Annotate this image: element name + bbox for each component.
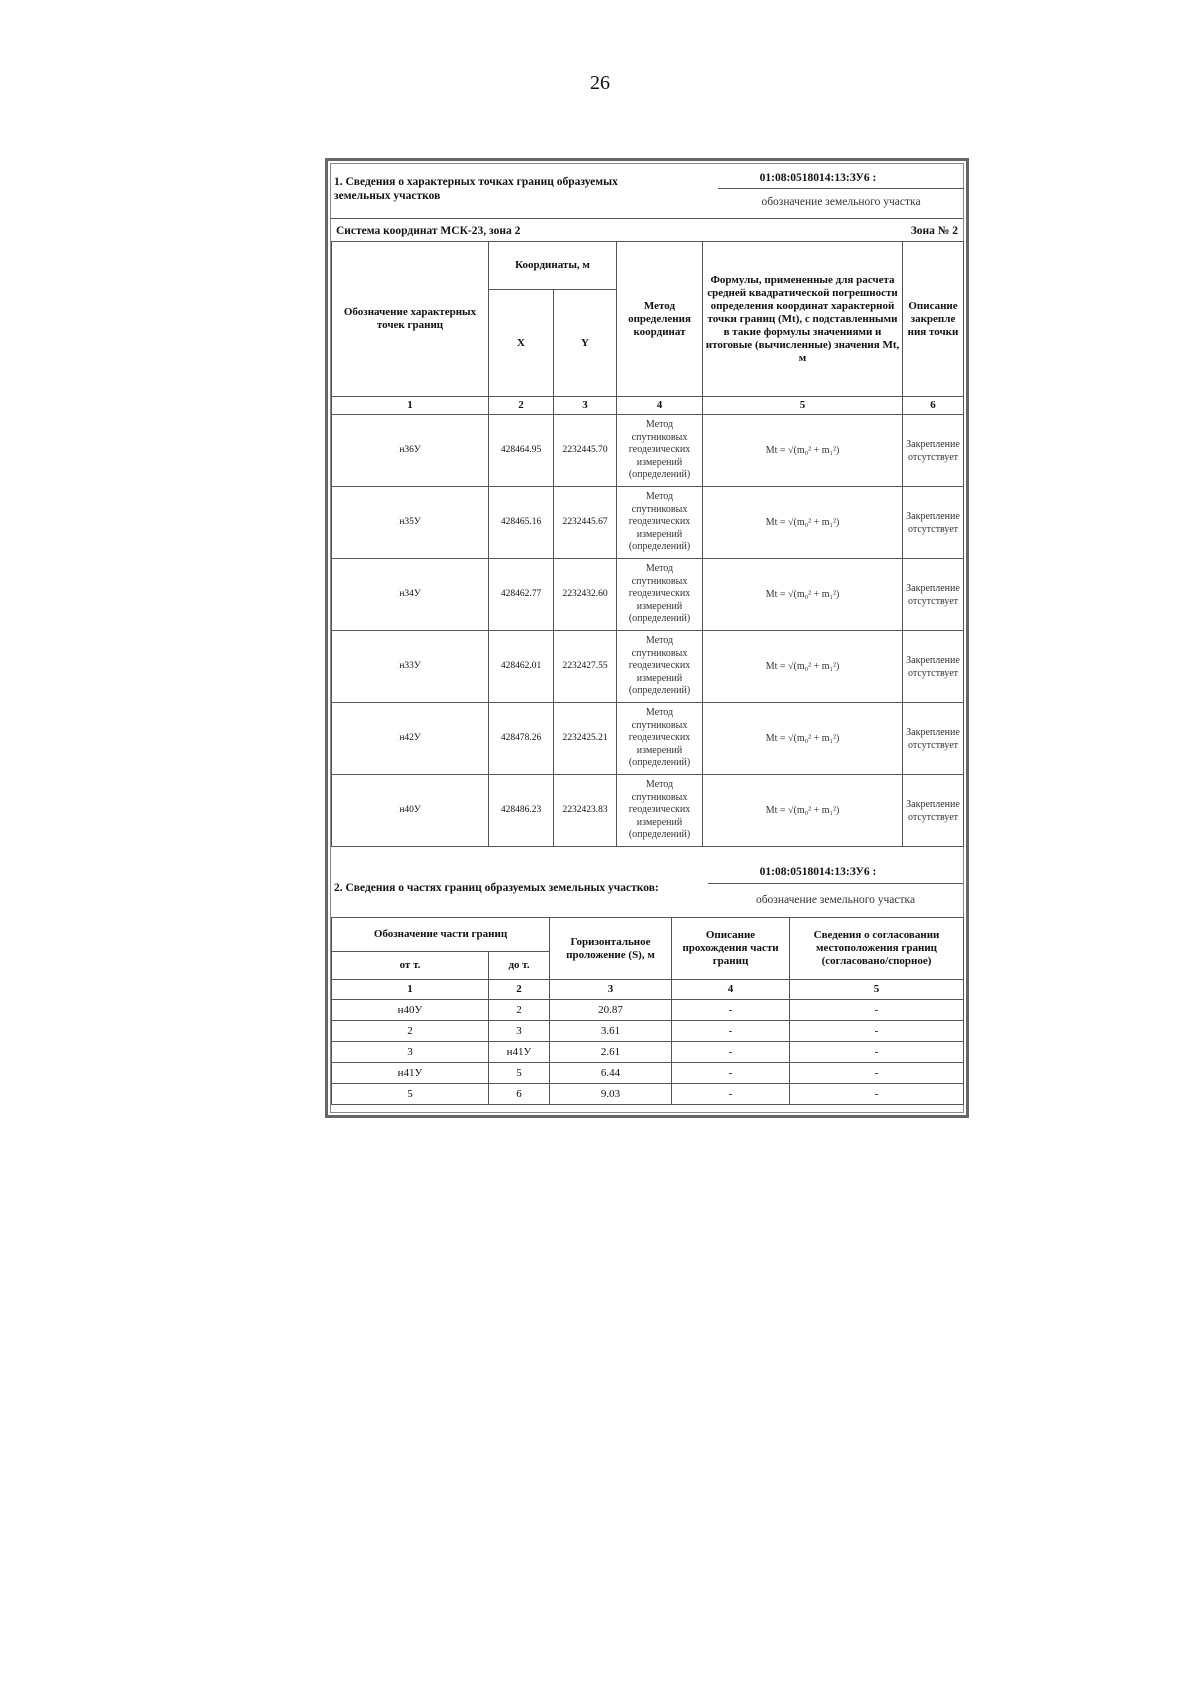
header-formulas: Формулы, примененные для расчета средней квадратической погрешности определения координат характерной точки границ (Mt), с подставленными в такие формулы значениями и итоговые (вычисленные) значения Mt, м (703, 242, 903, 397)
point-fixing: Закрепление отсутствует (903, 559, 964, 631)
point-method: Метод спутниковых геодезических измерений (определений) (617, 775, 703, 847)
col-number: 3 (554, 397, 617, 415)
col-number: 1 (332, 397, 489, 415)
col-number: 6 (903, 397, 964, 415)
header-method: Метод определения координат (617, 242, 703, 397)
point-y: 2232427.55 (554, 631, 617, 703)
header-x: X (489, 290, 554, 397)
part-description: - (672, 1063, 790, 1084)
table-row (332, 703, 964, 775)
part-agreement: - (790, 1021, 964, 1042)
col-number: 3 (550, 980, 672, 1000)
point-formula: Mt = √(m₀² + m₁²) (703, 415, 903, 487)
part-agreement: - (790, 1000, 964, 1021)
point-name: н40У (332, 775, 489, 847)
parts-table (331, 917, 964, 1105)
point-fixing: Закрепление отсутствует (903, 415, 964, 487)
coord-system: Система координат МСК-23, зона 2 (336, 225, 521, 237)
point-method: Метод спутниковых геодезических измерений (определений) (617, 631, 703, 703)
point-name: н42У (332, 703, 489, 775)
points-table (331, 241, 964, 847)
part-to: н41У (489, 1042, 550, 1063)
part-length: 2.61 (550, 1042, 672, 1063)
part-from: 2 (332, 1021, 489, 1042)
point-formula: Mt = √(m₀² + m₁²) (703, 703, 903, 775)
point-x: 428465.16 (489, 487, 554, 559)
point-y: 2232423.83 (554, 775, 617, 847)
table-row (332, 631, 964, 703)
point-fixing: Закрепление отсутствует (903, 487, 964, 559)
header-agreement: Сведения о согласовании местоположения границ (согласовано/спорное) (790, 918, 964, 980)
header-to: до т. (489, 952, 550, 980)
table-row (332, 559, 964, 631)
point-x: 428462.77 (489, 559, 554, 631)
header-designation: Обозначение характерных точек границ (332, 242, 489, 397)
zone-label: Зона № 2 (910, 225, 958, 237)
col-number: 4 (672, 980, 790, 1000)
part-from: 5 (332, 1084, 489, 1105)
part-description: - (672, 1084, 790, 1105)
part-agreement: - (790, 1063, 964, 1084)
point-y: 2232445.70 (554, 415, 617, 487)
part-length: 20.87 (550, 1000, 672, 1021)
point-name: н34У (332, 559, 489, 631)
point-method: Метод спутниковых геодезических измерений (определений) (617, 703, 703, 775)
point-y: 2232425.21 (554, 703, 617, 775)
table-row (332, 415, 964, 487)
header-horizontal: Горизонтальное проложение (S), м (550, 918, 672, 980)
page-number: 26 (590, 72, 610, 94)
section1-parcel-id: 01:08:0518014:13:ЗУ6 : (759, 172, 877, 184)
part-from: 3 (332, 1042, 489, 1063)
header-fixing: Описание закрепле ния точки (903, 242, 964, 397)
part-to: 3 (489, 1021, 550, 1042)
point-x: 428462.01 (489, 631, 554, 703)
section2-parcel-id: 01:08:0518014:13:ЗУ6 : (759, 866, 877, 878)
col-number: 2 (489, 980, 550, 1000)
table-row (332, 1000, 964, 1021)
section1-parcel-underline (718, 188, 964, 189)
table-row (332, 775, 964, 847)
part-length: 6.44 (550, 1063, 672, 1084)
part-agreement: - (790, 1084, 964, 1105)
part-agreement: - (790, 1042, 964, 1063)
section1-parcel-caption: обозначение земельного участка (761, 196, 921, 208)
point-name: н33У (332, 631, 489, 703)
point-x: 428478.26 (489, 703, 554, 775)
col-number: 5 (703, 397, 903, 415)
point-y: 2232432.60 (554, 559, 617, 631)
point-formula: Mt = √(m₀² + m₁²) (703, 559, 903, 631)
point-formula: Mt = √(m₀² + m₁²) (703, 775, 903, 847)
section2-parcel-caption: обозначение земельного участка (755, 894, 916, 906)
point-method: Метод спутниковых геодезических измерений (определений) (617, 559, 703, 631)
header-coords: Координаты, м (489, 242, 617, 290)
point-method: Метод спутниковых геодезических измерений (определений) (617, 415, 703, 487)
table-row (332, 487, 964, 559)
section2-title: 2. Сведения о частях границ образуемых земельных участков: (334, 882, 659, 894)
col-number: 1 (332, 980, 489, 1000)
point-y: 2232445.67 (554, 487, 617, 559)
table-row (332, 1084, 964, 1105)
header-part: Обозначение части границ (332, 918, 550, 952)
point-name: н36У (332, 415, 489, 487)
table-row (332, 1063, 964, 1084)
part-description: - (672, 1021, 790, 1042)
col-number: 2 (489, 397, 554, 415)
part-from: н41У (332, 1063, 489, 1084)
section2-parcel-underline (708, 883, 963, 884)
header-from: от т. (332, 952, 489, 980)
part-description: - (672, 1042, 790, 1063)
col-number: 5 (790, 980, 964, 1000)
point-formula: Mt = √(m₀² + m₁²) (703, 487, 903, 559)
header-y: Y (554, 290, 617, 397)
point-fixing: Закрепление отсутствует (903, 775, 964, 847)
section1-divider (331, 218, 963, 219)
part-to: 5 (489, 1063, 550, 1084)
section1-title: 1. Сведения о характерных точках границ образуемых земельных участков (334, 176, 618, 202)
point-name: н35У (332, 487, 489, 559)
point-method: Метод спутниковых геодезических измерений (определений) (617, 487, 703, 559)
table-row (332, 1042, 964, 1063)
point-x: 428464.95 (489, 415, 554, 487)
part-from: н40У (332, 1000, 489, 1021)
point-fixing: Закрепление отсутствует (903, 631, 964, 703)
point-formula: Mt = √(m₀² + m₁²) (703, 631, 903, 703)
part-description: - (672, 1000, 790, 1021)
part-length: 3.61 (550, 1021, 672, 1042)
table-row (332, 1021, 964, 1042)
col-number: 4 (617, 397, 703, 415)
document-frame (325, 158, 969, 1118)
header-passage: Описание прохождения части границ (672, 918, 790, 980)
point-fixing: Закрепление отсутствует (903, 703, 964, 775)
part-to: 2 (489, 1000, 550, 1021)
part-length: 9.03 (550, 1084, 672, 1105)
point-x: 428486.23 (489, 775, 554, 847)
part-to: 6 (489, 1084, 550, 1105)
